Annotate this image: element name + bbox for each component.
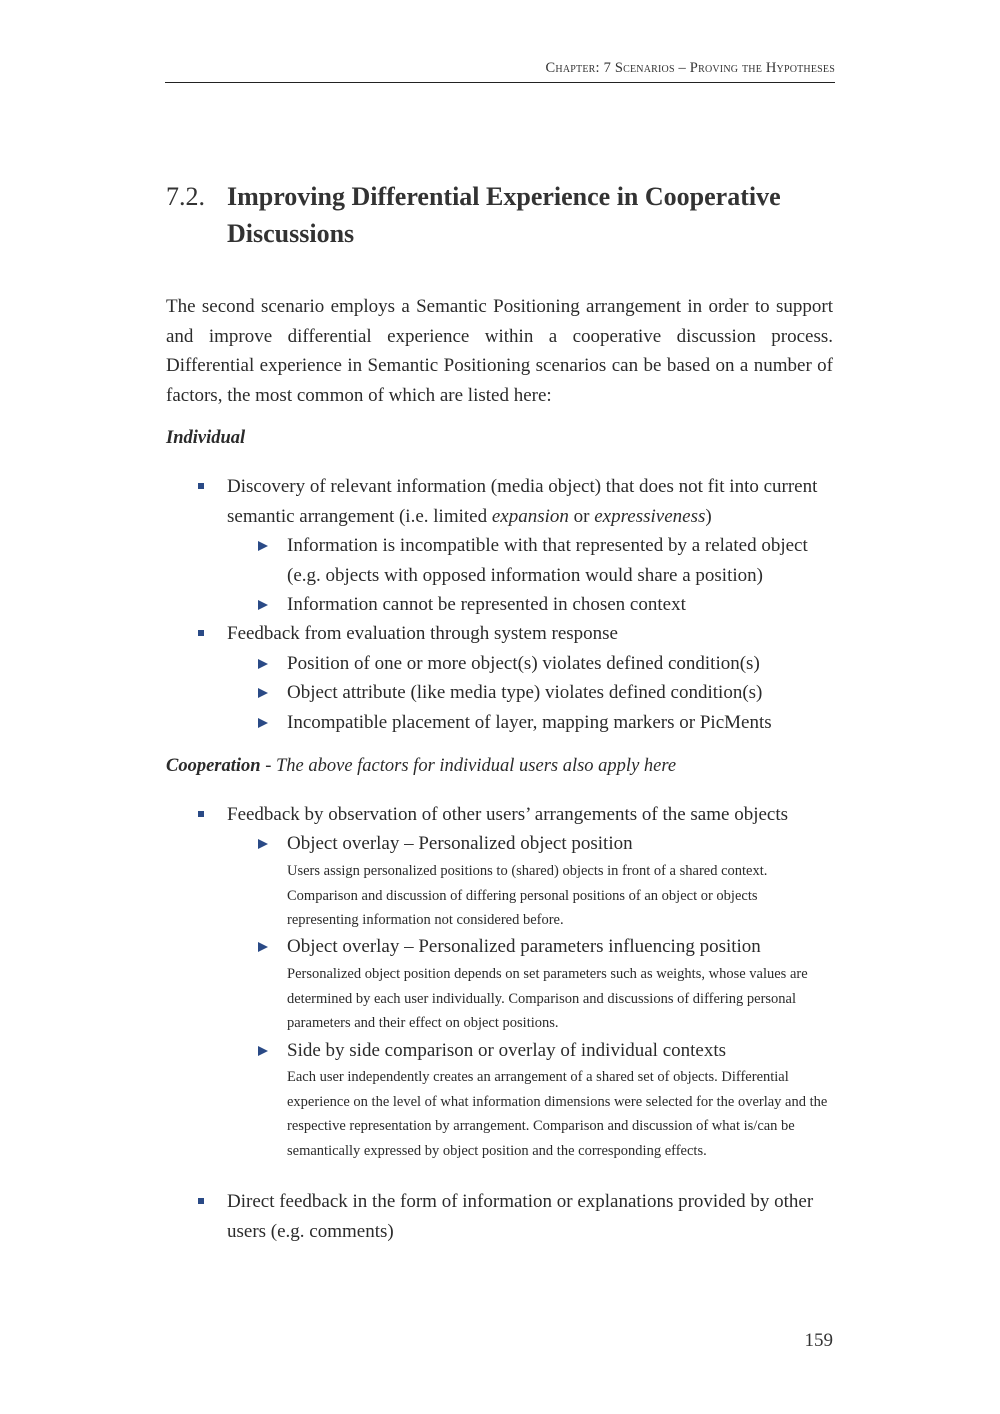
- sub-list-item: Object overlay – Personalized object position: [287, 833, 633, 854]
- cooperation-label-text: Cooperation: [166, 756, 261, 776]
- triangle-bullet-icon: [258, 718, 268, 728]
- individual-label: [166, 428, 245, 449]
- square-bullet-icon: [198, 483, 204, 489]
- triangle-bullet-icon: [258, 1046, 268, 1056]
- list-item: Direct feedback in the form of information or explanations provided by other users (e.g. comments): [227, 1191, 814, 1242]
- triangle-bullet-icon: [258, 600, 268, 610]
- sub-list-item: Information is incompatible with that represented by a related object (e.g. objects with opposed information would share a position): [287, 535, 808, 586]
- page-number: 159: [804, 1330, 833, 1351]
- sub-list-item: Side by side comparison or overlay of individual contexts: [287, 1040, 727, 1061]
- square-bullet-icon: [198, 811, 204, 817]
- header-rule: [165, 82, 835, 83]
- sub-item-description: Users assign personalized positions to (shared) objects in front of a shared context. Comparison and discussion of differing personal positions of an object or objects representing information not considered before.: [287, 863, 768, 928]
- section-number: 7.2.: [166, 182, 205, 211]
- list-item: Feedback from evaluation through system response: [227, 623, 618, 644]
- sub-item-description: Each user independently creates an arrangement of a shared set of objects. Differential experience on the level of what information dimensions were selected for the overlay and the respective representation by arrangement. Comparison and discussion of what is/can be semantically expressed by object position and the corresponding effects.: [287, 1069, 828, 1159]
- triangle-bullet-icon: [258, 659, 268, 669]
- triangle-bullet-icon: [258, 839, 268, 849]
- individual-label-text: Individual: [166, 428, 246, 448]
- section-title: Improving Differential Experience in Cooperative Discussions: [227, 182, 781, 248]
- triangle-bullet-icon: [258, 688, 268, 698]
- section-heading: [166, 178, 836, 252]
- list-item: Discovery of relevant information (media object) that does not fit into current semantic arrangement (i.e. limited expansion or expressiveness): [227, 476, 818, 527]
- triangle-bullet-icon: [258, 541, 268, 551]
- cooperation-label: [166, 756, 676, 777]
- cooperation-label-note: - The above factors for individual users also apply here: [260, 756, 677, 776]
- sub-list-item: Incompatible placement of layer, mapping markers or PicMents: [287, 712, 772, 733]
- intro-paragraph: The second scenario employs a Semantic Positioning arrangement in order to support and improve differential experience within a cooperative discussion process. Differential experience in Semantic Positioning scenarios can be based on a number of factors, the most common of which are listed here:: [166, 296, 833, 406]
- sub-list-item: Information cannot be represented in chosen context: [287, 594, 686, 615]
- sub-list-item: Position of one or more object(s) violates defined condition(s): [287, 653, 760, 674]
- list-item: Feedback by observation of other users’ arrangements of the same objects: [227, 804, 789, 825]
- running-head: Chapter: 7 Scenarios – Proving the Hypotheses: [545, 60, 835, 76]
- triangle-bullet-icon: [258, 942, 268, 952]
- square-bullet-icon: [198, 1198, 204, 1204]
- sub-item-description: Personalized object position depends on set parameters such as weights, whose values are determined by each user individually. Comparison and discussions of differing personal parameters and their effect on object positions.: [287, 966, 808, 1031]
- sub-list-item: Object attribute (like media type) violates defined condition(s): [287, 682, 763, 703]
- sub-list-item: Object overlay – Personalized parameters influencing position: [287, 936, 761, 957]
- square-bullet-icon: [198, 630, 204, 636]
